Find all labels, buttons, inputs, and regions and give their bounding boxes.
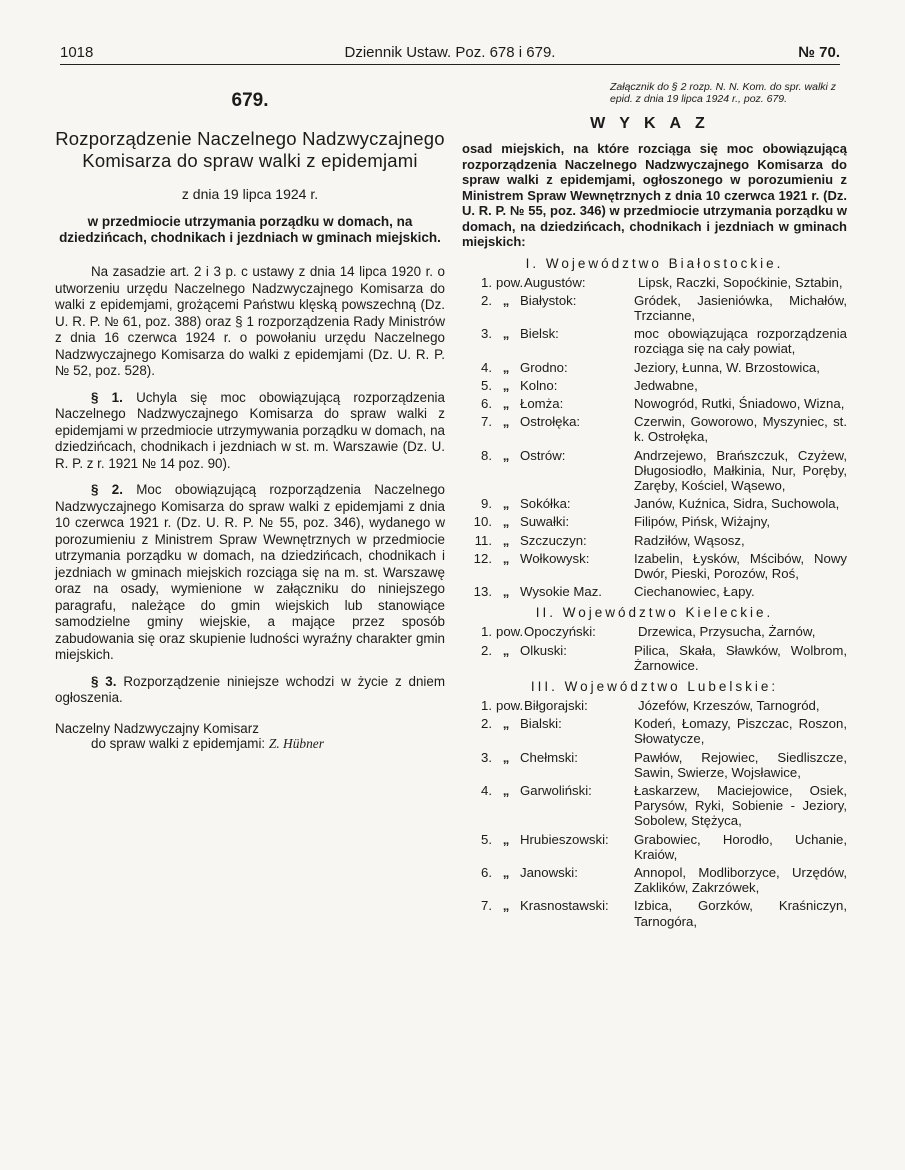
entry-prefix: „ [502,496,510,512]
entry-prefix: „ [502,642,510,658]
entry-prefix: „ [502,326,510,342]
list-item [462,551,847,581]
entry-prefix: „ [502,414,510,430]
entry-towns: Andrzejewo, Brańszczuk, Czyżew, Długosiodło, Małkinia, Nur, Poręby, Zaręby, Kościel, Wąsewo, [634,447,847,493]
list-item [462,360,847,375]
entry-prefix: „ [502,716,510,732]
entry-number: 5. [481,377,492,393]
entry-county: Suwałki: [520,514,570,530]
entry-county: Olkuski: [520,642,567,658]
entry-towns: Izbica, Gorzków, Kraśniczyn, Tarnogóra, [634,898,847,929]
entry-number: 3. [481,326,492,342]
list-item [462,293,847,323]
entry-county: Grodno: [520,359,568,375]
left-column [55,88,445,752]
entry-number: 2. [481,716,492,732]
entry-number: 2. [481,292,492,308]
page-number: 1018 [60,44,94,61]
entry-county: Hrubieszowski: [520,831,609,847]
paragraph-1-label: § 1. [91,389,123,405]
entry-number: 7. [481,898,492,914]
entry-prefix: pow. [496,624,524,640]
entry-number: 1. [481,697,492,713]
entry-towns: Czerwin, Goworowo, Myszyniec, st. k. Ostrołęka, [634,414,847,445]
right-column [462,81,847,932]
entry-towns: Izabelin, Łysków, Mścibów, Nowy Dwór, Pieski, Porozów, Roś, [634,550,847,581]
list-item [462,326,847,356]
entry-county: Wysokie Maz. [520,584,602,600]
position-number: 679. [231,90,269,111]
entry-prefix: „ [502,377,510,393]
entry-county: Opoczyński: [524,624,596,640]
issue-number: № 70. [798,44,840,61]
list-intro: osad miejskich, na które rozciąga się moc obowiązującą rozporządzenia Naczelnego Nadzwyczajnego Komisarza do spraw walki z epidemjami, ogłoszonego w porozumieniu z Ministrem Spraw Wewnętrznych z dnia 10 czerwca 1921 r. (Dz. U. R. P. № 55, poz. 346) w przedmiocie utrzymania porządku w domach, na dziedzińcach, chodnikach i jezdniach w gminach miejskich: [462,141,847,249]
entry-towns: Ciechanowiec, Łapy. [634,584,755,600]
entry-towns: Kodeń, Łomazy, Piszczac, Roszon, Słowatycze, [634,716,847,747]
entry-county: Bialski: [520,716,562,732]
entry-towns: Drzewica, Przysucha, Żarnów, [638,624,816,640]
entry-towns: Łaskarzew, Maciejowice, Osiek, Parysów, Ryki, Sobienie - Jeziory, Sobolew, Stężyca, [634,782,847,829]
entry-prefix: „ [502,514,510,530]
entry-prefix: „ [502,865,510,880]
entry-county: Garwoliński: [520,782,592,798]
list-item [462,750,847,780]
paragraph-1-text: Uchyla się moc obowiązującą rozporządzenia Naczelnego Nadzwyczajnego Komisarza do spraw walki z epidemjami w przedmiocie utrzymywania porządku w domach, na dziedzińcach, chodnikach i jezdniach w st. m. Warszawie (Dz. U. R. P. z r. 1921 № 14 poz. 90). [55,389,445,471]
entry-county: Ostrów: [520,447,566,463]
entry-county: Szczuczyn: [520,532,587,548]
entry-county: Bielsk: [520,326,559,342]
entry-number: 9. [481,496,492,512]
entry-county: Janowski: [520,865,578,880]
preamble: Na zasadzie art. 2 i 3 p. c ustawy z dnia 14 lipca 1920 r. o utworzeniu urzędu Naczelnego Nadzwyczajnego Komisarza do walki z epidemjami, grożącemi Państwu klęską powszechną (Dz. U. R. P. № 61, poz. 388) oraz § 1 rozporządzenia Rady Ministrów z dnia 16 czerwca 1924 r. o powołaniu urzędu Naczelnego Nadzwyczajnego Komisarza do walki z epidemjami (Dz. U. R. P. № 52, poz. 528). [55,264,445,378]
entry-prefix: „ [502,584,510,600]
regulation-subject: w przedmiocie utrzymania porządku w domach, na dziedzińcach, chodnikach i jezdniach w gminach miejskich. [59,214,441,245]
journal-title: Dziennik Ustaw. Poz. 678 i 679. [344,44,556,61]
list-item [462,396,847,411]
regulation-date: z dnia 19 lipca 1924 r. [181,186,319,202]
voivodeship-groups [462,256,847,929]
signer-dept: do spraw walki z epidemjami: [91,735,266,751]
page-header [60,44,840,65]
attachment-note: Załącznik do § 2 rozp. N. N. Kom. do spr. walki z epid. z dnia 19 lipca 1924 r., poz. 679. [610,81,837,105]
entry-county: Krasnostawski: [520,898,609,914]
signer-role: Naczelny Nadzwyczajny Komisarz [55,720,259,736]
entry-prefix: „ [502,292,510,308]
entry-county: Wołkowysk: [520,550,590,566]
list-item [462,716,847,746]
entry-towns: Radziłów, Wąsosz, [634,532,745,548]
entry-county: Sokółka: [520,496,571,512]
entry-towns: Pilica, Skała, Sławków, Wolbrom, Żarnowice. [634,642,847,673]
list-item [462,865,847,895]
entry-prefix: „ [502,532,510,548]
entry-prefix: „ [502,359,510,375]
paragraph-3-label: § 3. [91,673,117,689]
list-item [462,414,847,444]
entry-towns: Jedwabne, [634,377,698,393]
entry-towns: Nowogród, Rutki, Śniadowo, Wizna, [634,395,845,411]
list-item [462,275,847,290]
voivodeship-title: III. Województwo Lubelskie: [530,678,779,694]
entry-number: 6. [481,395,492,411]
list-item [462,448,847,494]
entry-number: 8. [481,447,492,463]
entry-number: 2. [481,642,492,658]
entry-number: 7. [481,414,492,430]
entry-county: Łomża: [520,395,564,411]
entry-towns: Filipów, Pińsk, Wiżajny, [634,514,771,530]
entry-number: 1. [481,624,492,640]
list-heading: WYKAZ [590,115,719,132]
entry-number: 12. [473,550,492,566]
entry-towns: Gródek, Jasieniówka, Michałów, Trzcianne, [634,292,847,323]
paragraph-3 [55,674,445,707]
entry-towns: Jeziory, Łunna, W. Brzostowica, [634,359,820,375]
signer-name: Z. Hübner [268,735,324,751]
entry-number: 4. [481,359,492,375]
list-item [462,624,847,639]
entry-prefix: „ [502,749,510,765]
entry-towns: Grabowiec, Horodło, Uchanie, Kraiów, [634,831,847,862]
list-item [462,832,847,862]
entry-towns: Annopol, Modliborzyce, Urzędów, Zaklików, Zakrzówek, [634,865,847,896]
entry-towns: Lipsk, Raczki, Sopoćkinie, Sztabin, [638,274,843,290]
entry-prefix: „ [502,447,510,463]
entry-county: Chełmski: [520,749,578,765]
entry-number: 3. [481,749,492,765]
entry-prefix: „ [502,898,510,914]
entry-number: 4. [481,782,492,798]
entry-number: 11. [474,532,492,548]
entry-number: 5. [481,831,492,847]
entry-county: Kolno: [520,377,558,393]
list-item [462,496,847,511]
entry-prefix: „ [502,831,510,847]
entry-county: Ostrołęka: [520,414,581,430]
entry-number: 10. [473,514,492,530]
entry-number: 13. [473,584,492,600]
entry-towns: Józefów, Krzeszów, Tarnogród, [638,697,820,713]
signer-line [91,736,445,752]
list-item [462,783,847,829]
list-item [462,698,847,713]
paragraph-3-text: Rozporządzenie niniejsze wchodzi w życie z dniem ogłoszenia. [55,673,445,705]
voivodeship-title: I. Województwo Białostockie. [525,255,784,271]
list-item [462,643,847,673]
entry-prefix: „ [502,395,510,411]
list-item [462,533,847,548]
voivodeship-title: II. Województwo Kieleckie. [535,605,774,621]
entry-number: 1. [481,274,492,290]
paragraph-2 [55,482,445,664]
entry-county: Białystok: [520,292,577,308]
entry-towns: Janów, Kuźnica, Sidra, Suchowola, [634,496,840,512]
paragraph-2-label: § 2. [91,482,123,497]
entry-towns: moc obowiązująca rozporządzenia rozciąga się na cały powiat, [634,326,847,357]
paragraph-1 [55,390,445,473]
entry-prefix: pow. [496,274,524,290]
entry-number: 6. [481,865,492,880]
entry-county: Biłgorajski: [524,697,588,713]
entry-county: Augustów: [524,274,586,290]
paragraph-2-text: Moc obowiązującą rozporządzenia Naczelnego Nadzwyczajnego Komisarza do spraw walki z epidemjami z dnia 10 czerwca 1921 r. (Dz. U. R. P. № 55, poz. 346), wydanego w porozumieniu z Ministrem Spraw Wewnętrznych w przedmiocie utrzymania porządku w domach, na dziedzińcach, chodnikach i jezdniach w gminach miejskich rozciąga się na m. st. Warszawę oraz na osady, wymienione w załączniku do niniejszego paragrafu, należące do gmin wiejskich lub stanowiące samodzielne gminy wiejskie, a mające przez sposób zabudowania się oraz skupienie ludności wyraźny charakter gmin miejskich. [55,482,445,662]
entry-prefix: „ [502,782,510,798]
entry-towns: Pawłów, Rejowiec, Siedliszcze, Sawin, Swierze, Wojsławice, [634,749,847,780]
regulation-title: Rozporządzenie Naczelnego Nadzwyczajnego Komisarza do spraw walki z epidemjami [55,128,445,171]
list-item [462,378,847,393]
entry-prefix: „ [502,550,510,566]
entry-prefix: pow. [496,697,524,713]
list-item [462,898,847,928]
list-item [462,584,847,599]
list-item [462,514,847,529]
